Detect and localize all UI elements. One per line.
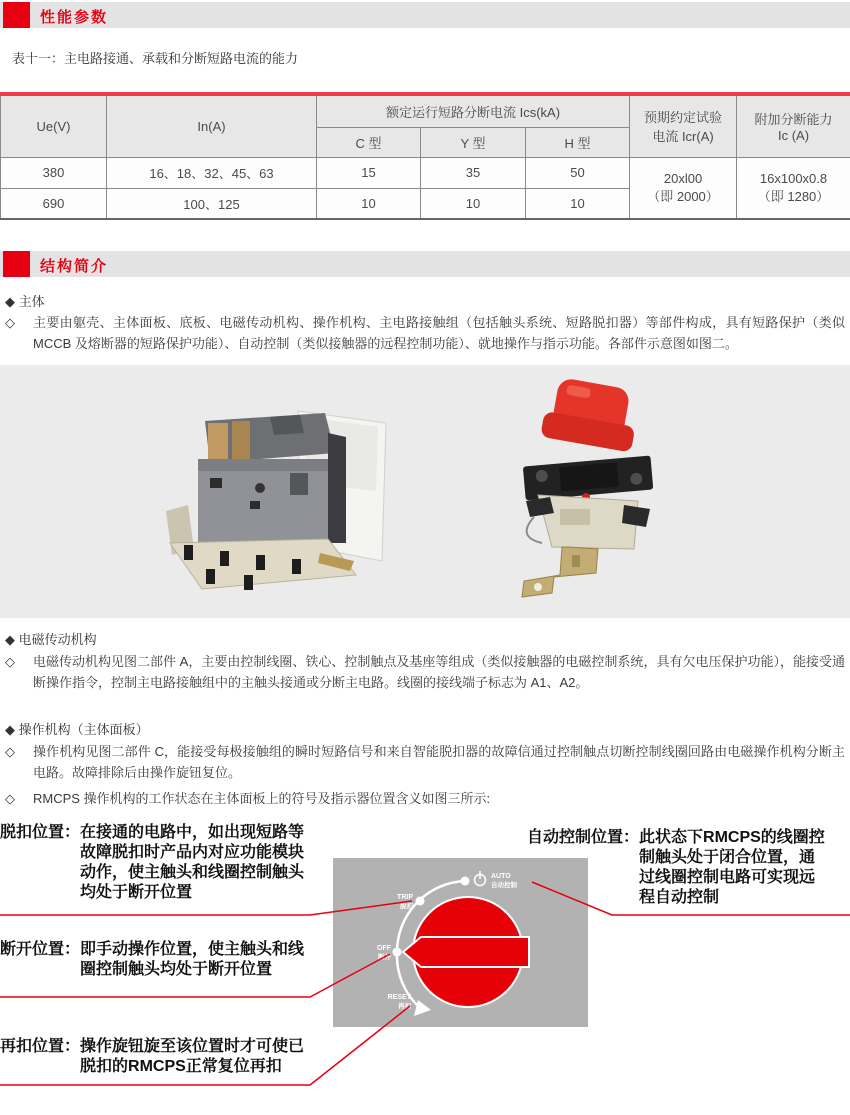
label-reset-en: RESET — [387, 994, 411, 1001]
paragraph-operating: ◇ 操作机构见图二部件 C，能接受每极接触组的瞬时短路信号和来自智能脱扣器的故障信通过控制触点切断控制线圈回路由电磁操作机构分断主电路。故障排除后由操作旋钮复位。 — [5, 741, 845, 783]
section-title: 性能参数 — [40, 9, 109, 26]
annotation-label: 再扣位置： — [0, 1038, 81, 1055]
cell-ic-merged: 16x100x0.8 （即 1280） — [737, 157, 850, 219]
col-header-y: Y 型 — [421, 127, 526, 157]
operating-mechanism-photo — [498, 377, 678, 607]
label-auto-en: AUTO — [491, 873, 511, 880]
cell-ue-690: 690 — [1, 188, 107, 219]
knob-position-diagram — [333, 858, 588, 1027]
col-header-ic: 附加分断能力 Ic (A) — [737, 94, 850, 157]
knob-handle-icon — [403, 937, 529, 967]
annotation-text: 操作旋钮旋至该位置时才可使已脱扣的RMCPS正常复位再扣 — [80, 1038, 305, 1075]
col-header-in: In(A) — [107, 94, 317, 157]
annotation-text: 此状态下RMCPS的线圈控制触头处于闭合位置，通过线圈控制电路可实现远程自动控制 — [639, 829, 825, 906]
col-header-h: H 型 — [526, 127, 630, 157]
annotation-trip — [0, 823, 312, 903]
paragraph-note: ◇ RMCPS 操作机构的工作状态在主体面板上的符号及指示器位置含义如图三所示: — [5, 788, 845, 809]
hollow-diamond-icon: ◇ — [5, 791, 15, 806]
label-off-cn: 断开 — [378, 954, 391, 961]
ratings-table — [0, 92, 850, 220]
table-row — [1, 157, 850, 188]
figure-two-photos — [0, 365, 850, 618]
cell-y-row2: 10 — [421, 188, 526, 219]
section-header-performance — [0, 2, 850, 28]
cell-in-row1: 16、18、32、45、63 — [107, 157, 317, 188]
cell-y-row1: 35 — [421, 157, 526, 188]
paragraph-main-body: ◇ 主要由躯壳、主体面板、底板、电磁传动机构、操作机构、主电路接触组（包括触头系统、短路脱扣器）等部件构成，具有短路保护（类似 MCCB 及熔断器的短路保护功能）、自动控制（类似接触器的远程控制功能）、就地操作与指示功能。各部件示意图如图二。 — [5, 312, 845, 354]
section-title: 结构简介 — [40, 258, 109, 275]
col-header-icr: 预期约定试验 电流 Icr(A) — [630, 94, 737, 157]
heading-electromagnetic: ◆ 电磁传动机构 — [5, 632, 97, 647]
annotation-text: 即手动操作位置，使主触头和线圈控制触头均处于断开位置 — [80, 941, 305, 978]
annotation-off — [0, 940, 312, 980]
heading-operating: ◆ 操作机构（主体面板） — [5, 722, 149, 737]
auto-position-dot — [461, 877, 470, 886]
label-reset-cn: 再扣 — [398, 1003, 411, 1010]
off-position-dot — [393, 948, 402, 957]
paragraph-electromagnetic: ◇ 电磁传动机构见图二部件 A，主要由控制线圈、铁心、控制触点及基座等组成（类似接触器的电磁控制系统，具有欠电压保护功能），能接受通断操作指令，控制主电路接触组中的主触头接通或分断主电路。线圈的接线端子标志为 A1、A2。 — [5, 651, 845, 693]
annotation-label: 自动控制位置： — [527, 829, 640, 846]
hollow-diamond-icon: ◇ — [5, 315, 15, 330]
hollow-diamond-icon: ◇ — [5, 654, 15, 669]
label-off-en: OFF — [377, 945, 391, 952]
figure-three — [0, 820, 850, 1115]
cell-in-row2: 100、125 — [107, 188, 317, 219]
col-header-c: C 型 — [317, 127, 421, 157]
cell-ue-380: 380 — [1, 157, 107, 188]
annotation-reset — [0, 1037, 312, 1077]
cell-h-row2: 10 — [526, 188, 630, 219]
red-square-icon — [3, 2, 30, 28]
annotation-label: 断开位置： — [0, 941, 81, 958]
heading-main-body: ◆ 主体 — [5, 294, 45, 309]
cell-c-row2: 10 — [317, 188, 421, 219]
red-square-icon — [3, 251, 30, 277]
label-trip-cn: 脱扣 — [400, 903, 413, 910]
annotation-text: 在接通的电路中，如出现短路等故障脱扣时产品内对应功能模块动作，使主触头和线圈控制触头均处于断开位置 — [80, 824, 305, 901]
main-body-photo — [150, 393, 390, 603]
label-trip-en: TRIP — [397, 894, 413, 901]
col-header-ics-group: 额定运行短路分断电流 Ics(kA) — [317, 94, 630, 127]
table-caption: 表十一：主电路接通、承载和分断短路电流的能力 — [12, 51, 299, 66]
hollow-diamond-icon: ◇ — [5, 744, 15, 759]
section-header-structure — [0, 251, 850, 277]
annotation-label: 脱扣位置： — [0, 824, 81, 841]
trip-position-dot — [416, 897, 425, 906]
label-auto-cn: 自动控制 — [491, 882, 517, 889]
cell-c-row1: 15 — [317, 157, 421, 188]
cell-icr-merged: 20xl00 （即 2000） — [630, 157, 737, 219]
cell-h-row1: 50 — [526, 157, 630, 188]
col-header-ue: Ue(V) — [1, 94, 107, 157]
